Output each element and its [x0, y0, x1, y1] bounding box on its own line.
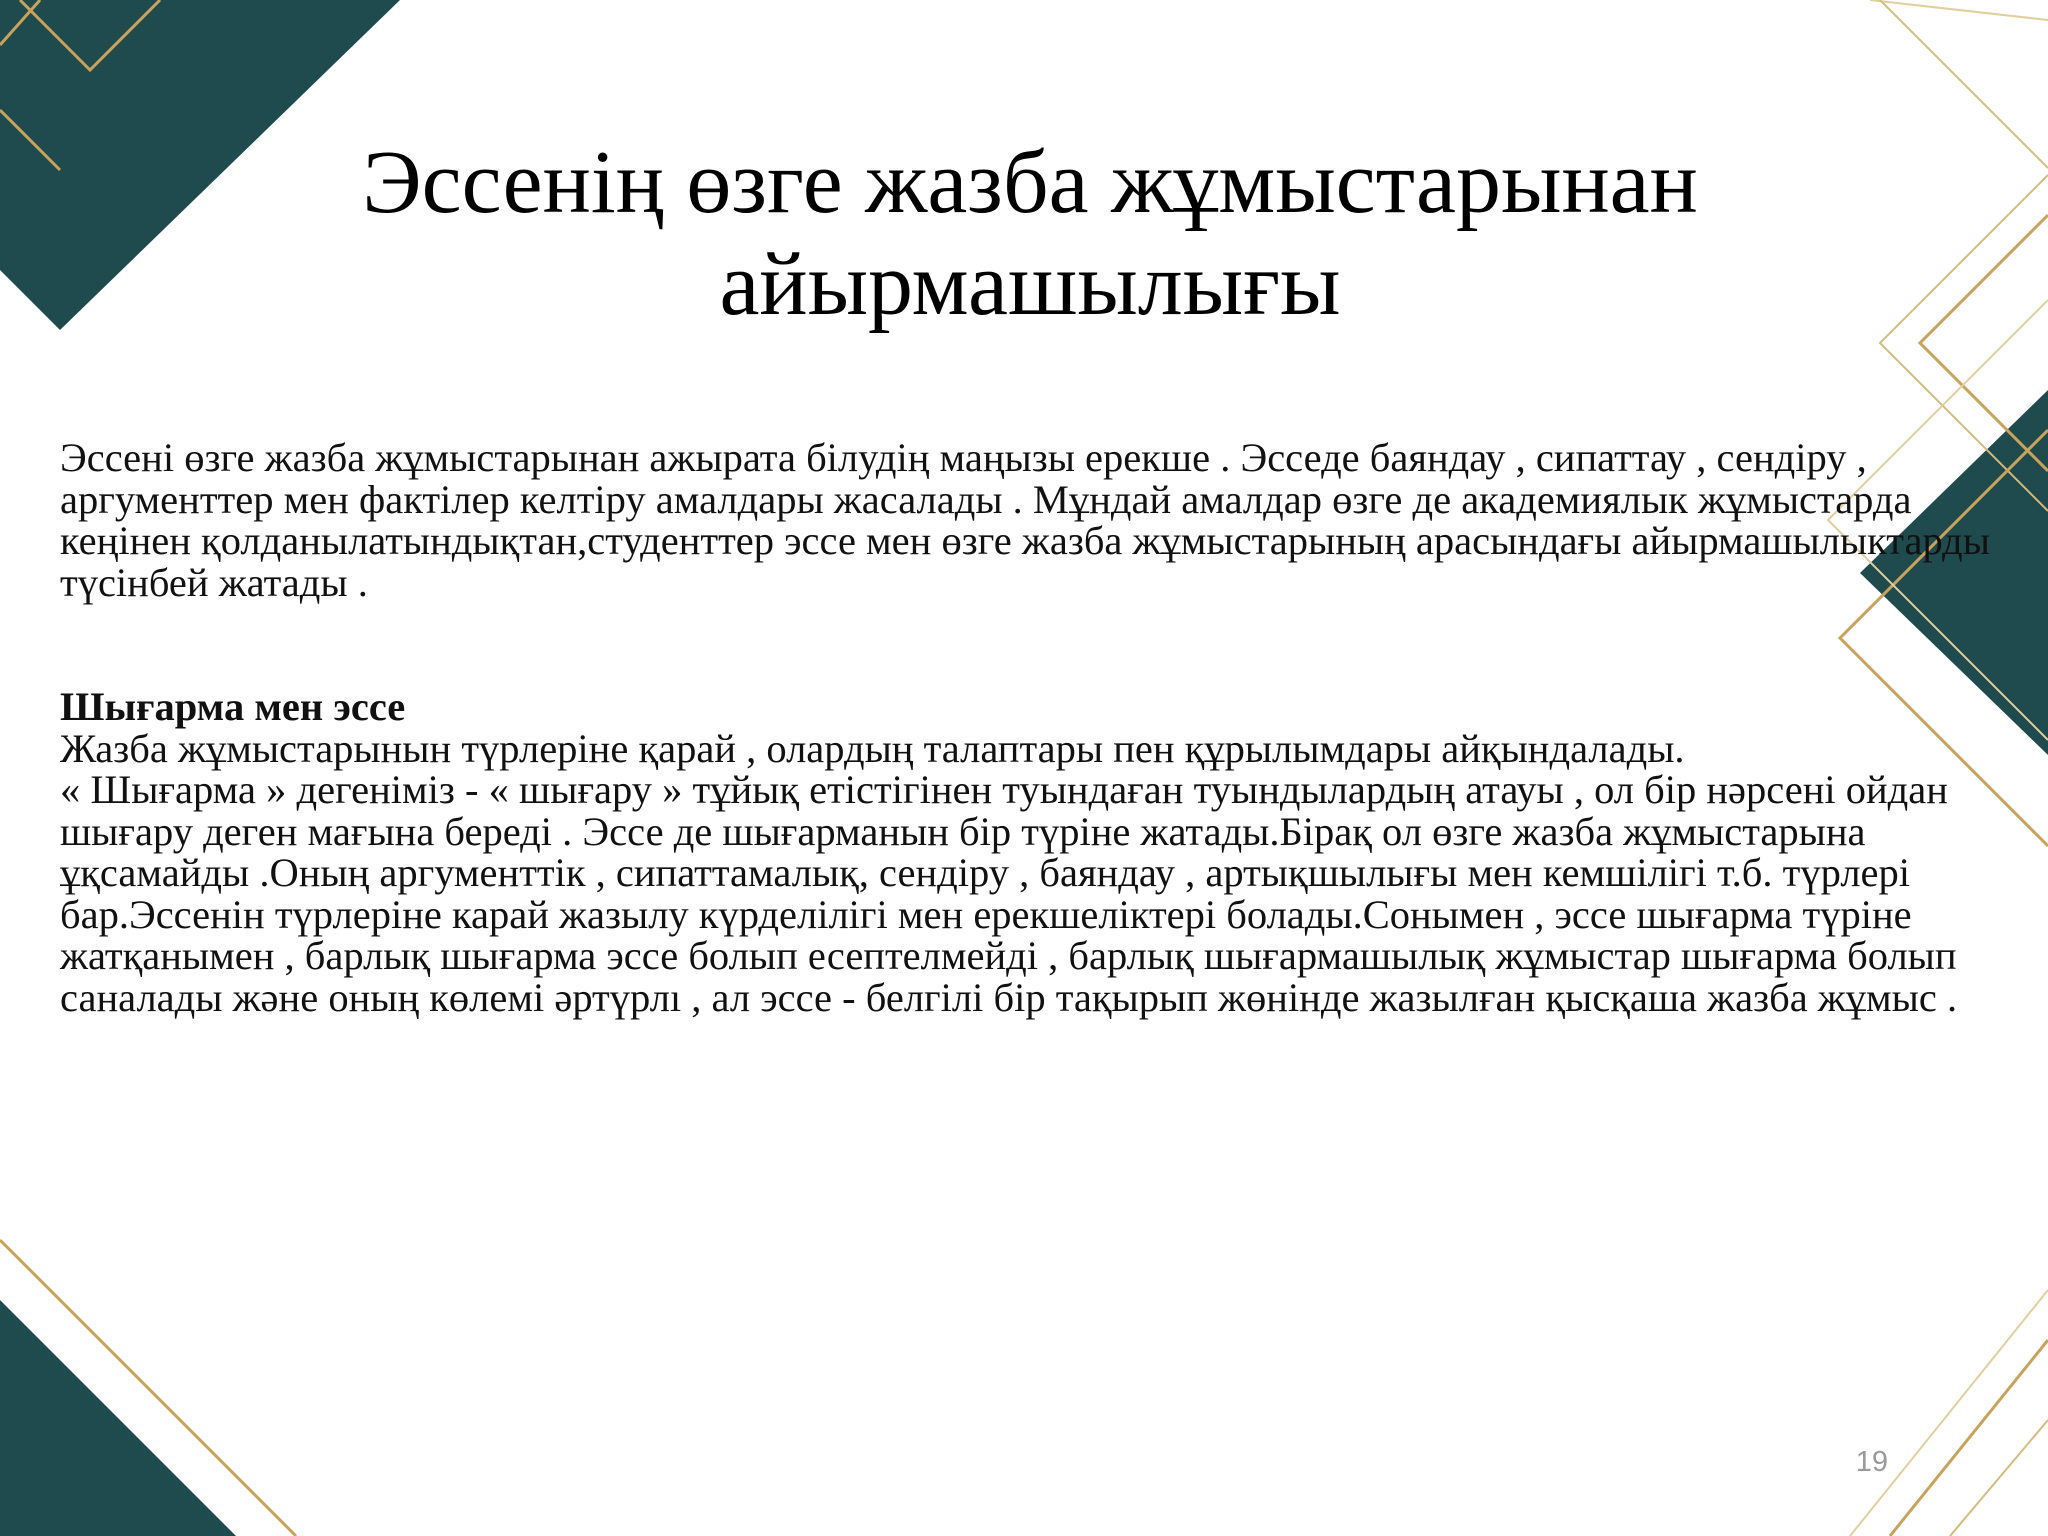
- paragraph-spacer: [60, 603, 2020, 686]
- bottom-right-gold-line: [1850, 1290, 2048, 1536]
- section-heading: Шығарма мен эссе: [60, 684, 406, 729]
- section-paragraph-2: « Шығарма » дегеніміз - « шығару » тұйық етістігінен туындаған туындылардың атауы , ол бір нәрсені ойдан шығару деген мағына береді . Эссе де шығарманын бір түріне жатады.Бірақ ол өзге жазба жұмыстарына ұқсамайды .Оның аргументтік , сипаттамалық, сендіру , баяндау , артықшылығы мен кемшілігі т.б. түрлері бар.Эссенін түрлеріне карай жазылу күрделілігі мен ерекшеліктері болады.Сонымен , эссе шығарма түріне жатқанымен , барлық шығарма эссе болып есептелмейді , барлық шығармашылық жұмыстар шығарма болып саналады және оның көлемі әртүрлı , ал эссе - белгілі бір тақырып жөнінде жазылған қысқаша жазба жұмыс .: [60, 767, 1958, 1020]
- slide-body: [60, 437, 2020, 1018]
- right-gold-line: [1880, 0, 2048, 168]
- page-number: 19: [1855, 1446, 1888, 1478]
- intro-paragraph: Эссені өзге жазба жұмыстарынан ажырата білудің маңызы ерекше . Эсседе баяндау , сипаттау , сендіру , аргументтер мен фактілер келтіру амалдары жасалады . Мұндай амалдар өзге де академиялык жұмыстарда кеңінен қолданылатындықтан,студенттер эссе мен өзге жазба жұмыстарының арасындағы айырмашылыктарды түсінбей жатады .: [60, 435, 1990, 605]
- bottom-right-gold-line: [1890, 1340, 2048, 1536]
- slide-title: Эссенің өзге жазба жұмыстарынан айырмашылығы: [362, 133, 1698, 334]
- section-paragraph-1: Жазба жұмыстарынын түрлеріне қарай , олардың талаптары пен құрылымдары айқындалады.: [60, 725, 1685, 771]
- bottom-left-dark-shape: [0, 1300, 236, 1536]
- bottom-right-gold-line: [1950, 1420, 2048, 1536]
